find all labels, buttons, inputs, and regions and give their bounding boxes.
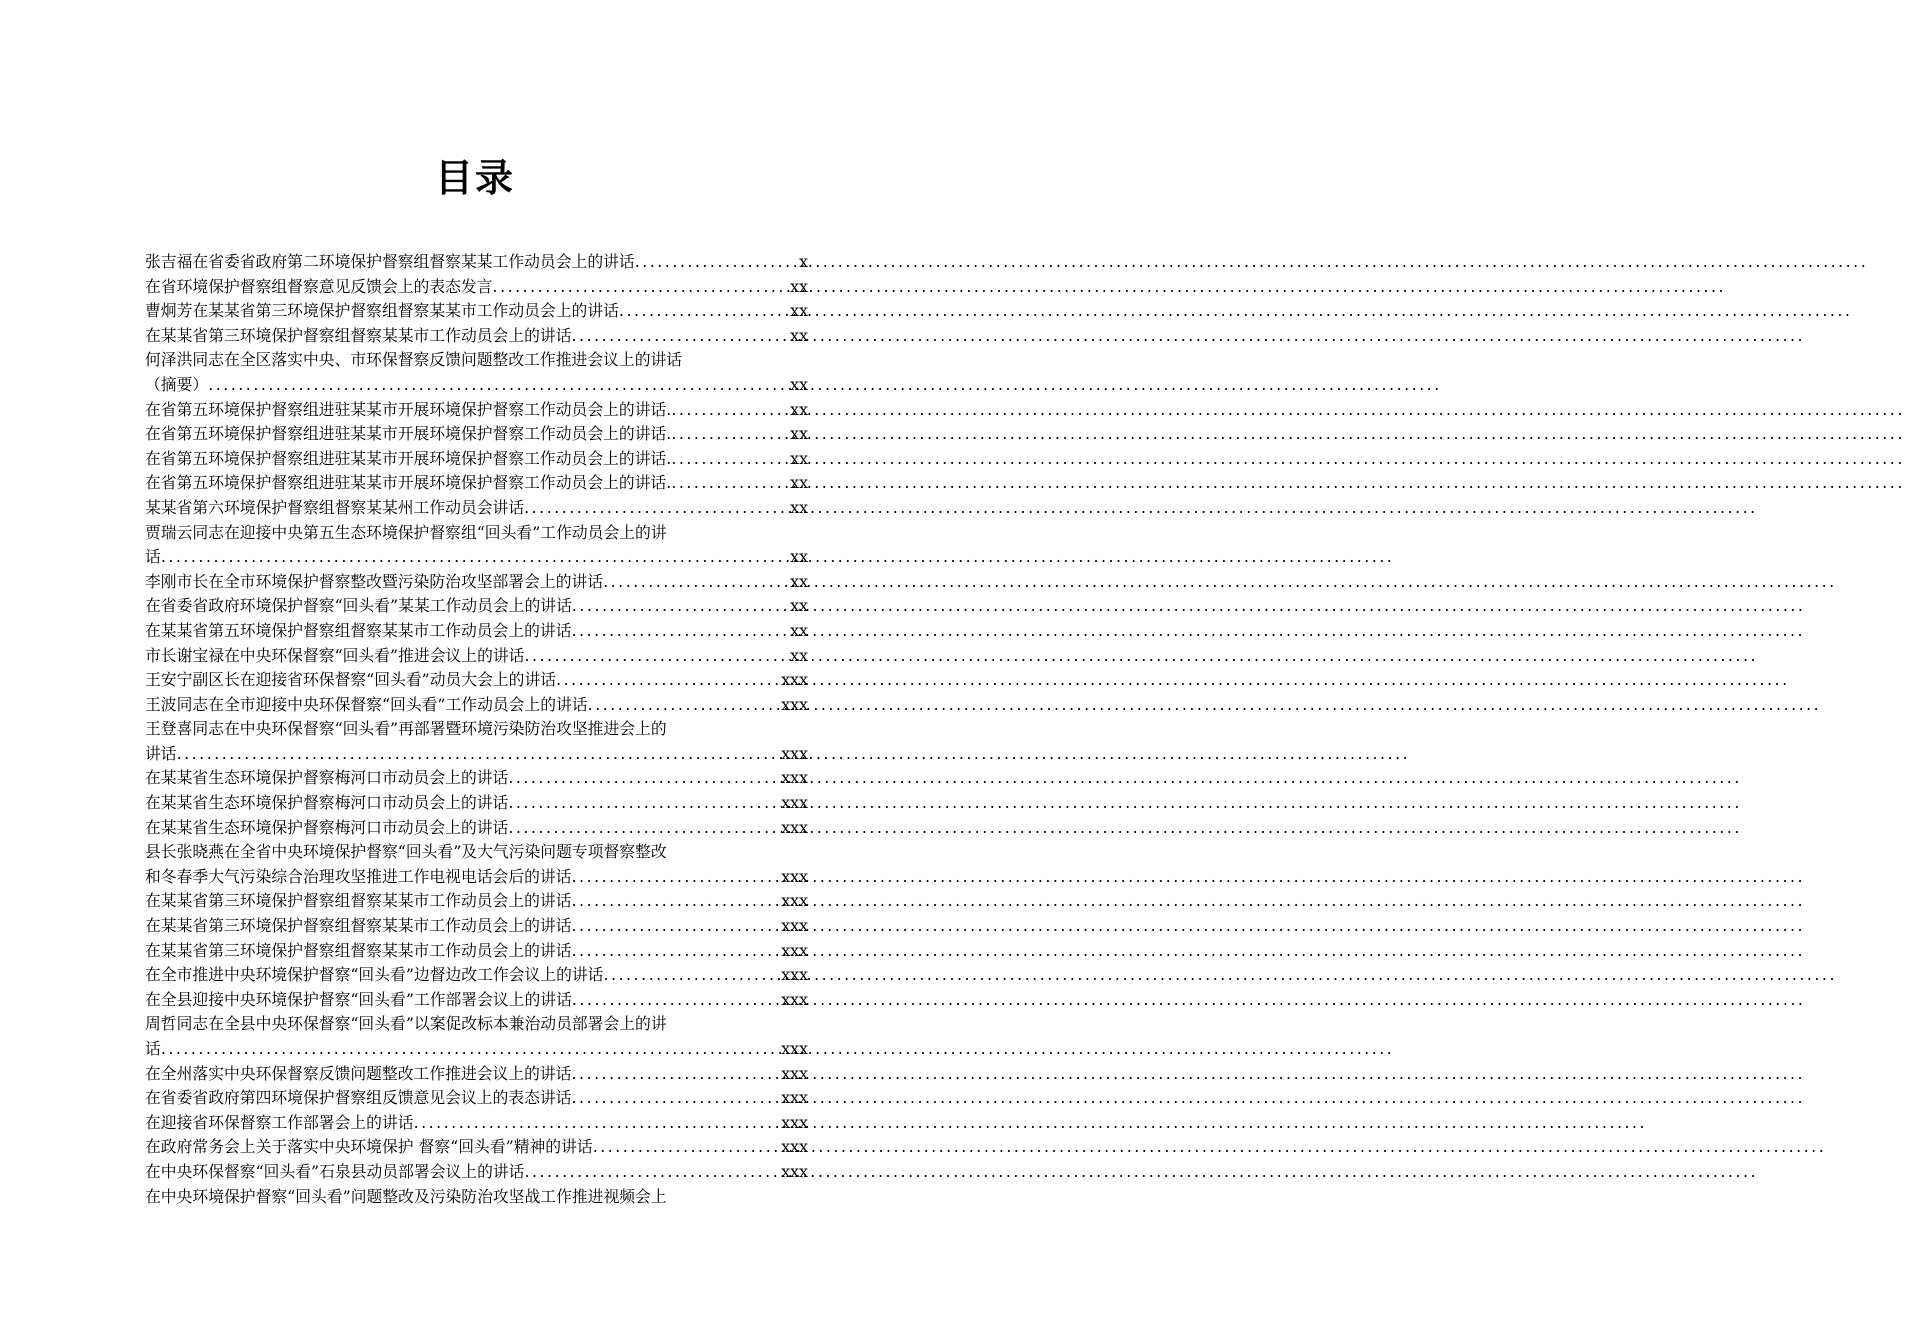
toc-entry-title: 在省第五环境保护督察组进驻某某市开展环境保护督察工作动员会上的讲话. (145, 399, 672, 419)
toc-entry-page-number: xxx (781, 866, 808, 886)
toc-entry[interactable] (145, 570, 808, 595)
toc-entry-row (145, 816, 808, 841)
toc-entry-page-number: xxx (781, 940, 808, 960)
toc-entry-title-line: 周哲同志在全县中央环保督察“回头看”以案促改标本兼治动员部署会上的讲 (145, 1014, 667, 1034)
dot-leader (635, 250, 797, 275)
toc-entry-page-number: xxx (781, 1088, 808, 1108)
toc-entry-title: 在某某省第五环境保护督察组督察某某市工作动员会上的讲话 (145, 620, 572, 640)
toc-entry-row (145, 1062, 808, 1087)
toc-entry-title: 在省环境保护督察组督察意见反馈会上的表态发言 (145, 276, 493, 296)
dot-leader (177, 742, 780, 767)
toc-entry-row (145, 963, 808, 988)
toc-entry[interactable] (145, 1062, 808, 1087)
toc-entry-row (145, 988, 808, 1013)
toc-entry-row (145, 594, 808, 619)
toc-entry-title: 在某某省生态环境保护督察梅河口市动员会上的讲话 (145, 768, 509, 788)
toc-entry[interactable] (145, 963, 808, 988)
toc-entry-title: 曹炯芳在某某省第三环境保护督察组督察某某市工作动员会上的讲话 (145, 301, 619, 321)
dot-leader (161, 545, 788, 570)
toc-entry-title-line: 在中央环境保护督察“回头看”问题整改及污染防治攻坚战工作推进视频会上 (145, 1186, 667, 1206)
toc-entry[interactable] (145, 447, 808, 472)
toc-entry[interactable] (145, 324, 808, 349)
toc-entry-row (145, 299, 808, 324)
toc-entry-page-number: xx (790, 620, 808, 640)
toc-entry[interactable] (145, 619, 808, 644)
toc-entry-title: 在全县迎接中央环境保护督察“回头看”工作部署会议上的讲话 (145, 989, 572, 1009)
toc-entry-title: 在中央环保督察“回头看”石泉县动员部署会议上的讲话 (145, 1161, 525, 1181)
toc-entry[interactable] (145, 668, 808, 693)
dot-leader (493, 275, 789, 300)
dot-leader (524, 1160, 779, 1185)
toc-entry[interactable] (145, 988, 808, 1013)
dot-leader (572, 594, 788, 619)
toc-entry[interactable] (145, 275, 808, 300)
toc-entry[interactable] (145, 766, 808, 791)
toc-entry[interactable] (145, 939, 808, 964)
toc-entry-row (145, 668, 808, 693)
document-page (0, 0, 950, 1344)
toc-entry-row (145, 889, 808, 914)
toc-entry-row (145, 275, 808, 300)
toc-entry-row (145, 766, 808, 791)
toc-entry-page-number: xx (790, 448, 808, 468)
toc-entry-row (145, 1160, 808, 1185)
toc-entry-title: 在全市推进中央环境保护督察“回头看”边督边改工作会议上的讲话 (145, 965, 604, 985)
toc-entry-title: 在某某省第三环境保护督察组督察某某市工作动员会上的讲话 (145, 916, 572, 936)
dot-leader (588, 693, 780, 718)
toc-entry-page-number: xxx (781, 1161, 808, 1181)
toc-entry-row (145, 1111, 808, 1136)
toc-entry-row (145, 939, 808, 964)
toc-entry[interactable] (145, 644, 808, 669)
toc-title: 目录 (434, 155, 515, 200)
toc-entry-page-number: xxx (781, 1063, 808, 1083)
toc-entry-page-number: xx (790, 276, 808, 296)
toc-entry-row (145, 791, 808, 816)
toc-entry-title-line: 贾瑞云同志在迎接中央第五生态环境保护督察组“回头看”工作动员会上的讲 (145, 522, 667, 542)
toc-entry-page-number: xx (790, 645, 808, 665)
toc-entry-title: 在省委省政府第四环境保护督察组反馈意见会议上的表态讲话 (145, 1088, 572, 1108)
toc-entry-row (145, 865, 808, 890)
toc-entry[interactable] (145, 693, 808, 718)
toc-entry-title: 在政府常务会上关于落实中央环境保护 督察“回头看”精神的讲话 (145, 1137, 593, 1157)
toc-entry[interactable] (145, 816, 808, 841)
toc-entry-row (145, 693, 808, 718)
dot-leader (671, 398, 788, 423)
toc-entry-title: 李刚市长在全市环境保护督察整改暨污染防治攻坚部署会上的讲话 (145, 571, 604, 591)
toc-entry-title: 王安宁副区长在迎接省环保督察“回头看”动员大会上的讲话 (145, 670, 557, 690)
toc-entry-row (145, 1135, 808, 1160)
toc-entry-row (145, 1086, 808, 1111)
toc-entry-page-number: xxx (781, 817, 808, 837)
toc-entry-page-number: xxx (781, 670, 808, 690)
dot-leader (161, 1037, 779, 1062)
dot-leader (671, 422, 788, 447)
toc-entry-title: 话 (145, 547, 161, 567)
toc-entry[interactable] (145, 914, 808, 939)
toc-entry[interactable] (145, 398, 808, 423)
dot-leader (572, 324, 789, 349)
toc-entry-page-number: xxx (781, 1112, 808, 1132)
dot-leader (508, 816, 779, 841)
dot-leader (572, 1086, 780, 1111)
toc-entry[interactable] (145, 521, 808, 570)
toc-entry[interactable] (145, 1012, 808, 1061)
toc-entry-page-number: xxx (781, 694, 808, 714)
dot-leader (508, 791, 779, 816)
toc-entry-page-number: x (799, 252, 808, 271)
dot-leader (671, 447, 788, 472)
toc-entry-title-line: 县长张晓燕在全省中央环境保护督察“回头看”及大气污染问题专项督察整改 (145, 842, 667, 862)
toc-entry-row (145, 422, 808, 447)
toc-entry-title: 在省第五环境保护督察组进驻某某市开展环境保护督察工作动员会上的讲话. (145, 448, 672, 468)
toc-entry-page-number: xxx (781, 916, 808, 936)
toc-entry[interactable] (145, 1160, 808, 1185)
toc-entry-title: 张吉福在省委省政府第二环境保护督察组督察某某工作动员会上的讲话 (145, 252, 635, 271)
toc-entry-page-number: xxx (781, 965, 808, 985)
dot-leader (572, 619, 789, 644)
toc-entry-title: 话 (145, 1039, 161, 1058)
toc-entry-title: 在某某省生态环境保护督察梅河口市动员会上的讲话 (145, 817, 509, 837)
toc-entry[interactable] (145, 471, 808, 496)
toc-entry-page-number: xxx (781, 989, 808, 1009)
toc-entry[interactable] (145, 496, 808, 521)
toc-entry[interactable] (145, 1111, 808, 1136)
toc-entry-row (145, 250, 808, 275)
toc-entry-page-number: xxx (781, 768, 808, 788)
toc-entry[interactable] (145, 594, 808, 619)
toc-entry-page-number: xx (790, 473, 808, 493)
toc-entry[interactable] (145, 299, 808, 324)
toc-entry-title: 在某某省第三环境保护督察组督察某某市工作动员会上的讲话 (145, 891, 572, 911)
dot-leader (572, 1062, 780, 1087)
toc-entry-title: 在全州落实中央环保督察反馈问题整改工作推进会议上的讲话 (145, 1063, 572, 1083)
toc-entry-page-number: xx (790, 547, 808, 567)
toc-entry-page-number: xxx (781, 1137, 808, 1157)
toc-list (145, 250, 808, 1209)
toc-entry[interactable] (145, 717, 808, 766)
toc-entry-title: 在省第五环境保护督察组进驻某某市开展环境保护督察工作动员会上的讲话. (145, 473, 672, 493)
toc-entry-title-line: 王登喜同志在中央环保督察“回头看”再部署暨环境污染防治攻坚推进会上的 (145, 719, 667, 739)
dot-leader (524, 496, 788, 521)
toc-entry-page-number: xx (790, 596, 808, 616)
toc-entry[interactable] (145, 791, 808, 816)
toc-entry[interactable] (145, 422, 808, 447)
toc-entry-page-number: xxx (781, 1039, 808, 1058)
dot-leader (572, 914, 780, 939)
dot-leader (208, 373, 788, 398)
toc-entry-title: 在某某省第三环境保护督察组督察某某市工作动员会上的讲话 (145, 325, 572, 345)
dot-leader (508, 766, 779, 791)
toc-entry-title: 和冬春季大气污染综合治理攻坚推进工作电视电话会后的讲话 (145, 866, 572, 886)
dot-leader (603, 963, 779, 988)
dot-leader (572, 988, 779, 1013)
toc-entry-row (145, 373, 808, 398)
toc-entry-row (145, 471, 808, 496)
toc-entry-page-number: xx (790, 301, 808, 321)
toc-entry-page-number: xxx (781, 743, 808, 763)
toc-entry-row (145, 545, 808, 570)
toc-entry[interactable] (145, 1086, 808, 1111)
toc-entry-title: 在迎接省环保督察工作部署会上的讲话 (145, 1112, 414, 1132)
toc-entry[interactable] (145, 250, 808, 275)
toc-entry-row (145, 398, 808, 423)
toc-entry-row (145, 447, 808, 472)
dot-leader (572, 865, 780, 890)
toc-entry-page-number: xx (790, 424, 808, 444)
dot-leader (414, 1111, 780, 1136)
dot-leader (671, 471, 788, 496)
toc-entry-page-number: xx (790, 399, 808, 419)
toc-entry-title: （摘要） (145, 374, 209, 394)
toc-entry-page-number: xx (790, 497, 808, 517)
toc-entry-row (145, 619, 808, 644)
toc-entry-title-line: 何泽洪同志在全区落实中央、市环保督察反馈问题整改工作推进会议上的讲话 (145, 350, 683, 370)
dot-leader (572, 889, 780, 914)
toc-entry-title: 王波同志在全市迎接中央环保督察“回头看”工作动员会上的讲话 (145, 694, 588, 714)
dot-leader (593, 1135, 780, 1160)
toc-entry-title: 在某某省生态环境保护督察梅河口市动员会上的讲话 (145, 793, 509, 813)
toc-entry[interactable] (145, 1185, 808, 1210)
dot-leader (556, 668, 779, 693)
toc-entry-row (145, 496, 808, 521)
dot-leader (619, 299, 788, 324)
toc-entry-title: 市长谢宝禄在中央环保督察“回头看”推进会议上的讲话 (145, 645, 525, 665)
toc-entry-row (145, 570, 808, 595)
toc-entry[interactable] (145, 348, 808, 397)
toc-entry-row (145, 1037, 808, 1062)
toc-entry-row (145, 914, 808, 939)
dot-leader (524, 644, 788, 669)
toc-entry-row (145, 324, 808, 349)
toc-entry[interactable] (145, 889, 808, 914)
toc-entry-title: 在省第五环境保护督察组进驻某某市开展环境保护督察工作动员会上的讲话. (145, 424, 672, 444)
toc-entry-page-number: xx (790, 571, 808, 591)
toc-entry-page-number: xx (790, 374, 808, 394)
dot-leader (572, 939, 780, 964)
toc-entry-page-number: xx (790, 325, 808, 345)
toc-entry-page-number: xxx (781, 793, 808, 813)
toc-entry-title: 在某某省第三环境保护督察组督察某某市工作动员会上的讲话 (145, 940, 572, 960)
toc-entry[interactable] (145, 840, 808, 889)
toc-entry[interactable] (145, 1135, 808, 1160)
toc-entry-row (145, 742, 808, 767)
toc-entry-page-number: xxx (781, 891, 808, 911)
toc-entry-title: 讲话 (145, 743, 177, 763)
toc-entry-title: 某某省第六环境保护督察组督察某某州工作动员会讲话 (145, 497, 525, 517)
dot-leader (603, 570, 788, 595)
toc-entry-row (145, 644, 808, 669)
toc-entry-title: 在省委省政府环境保护督察“回头看”某某工作动员会上的讲话 (145, 596, 572, 616)
